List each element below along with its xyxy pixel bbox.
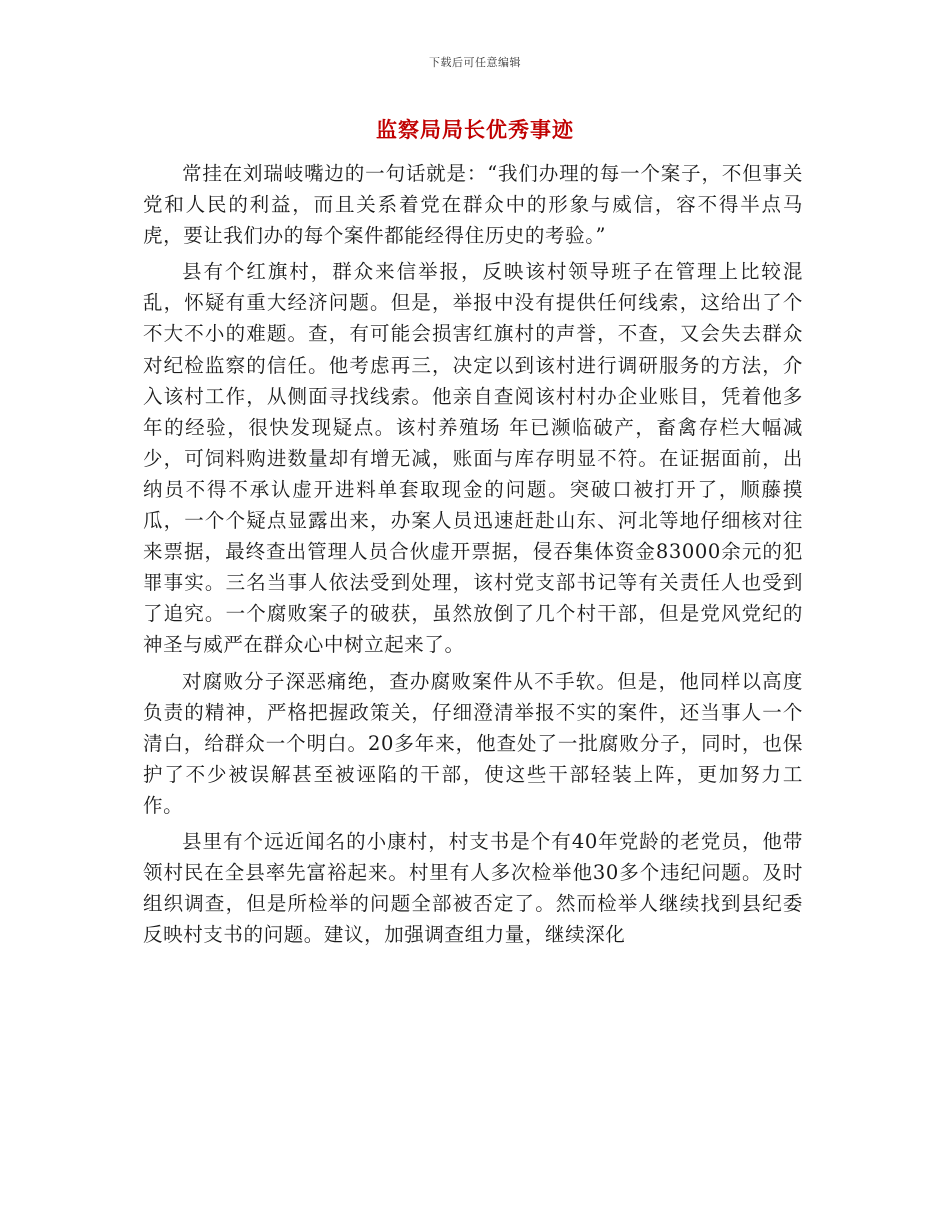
paragraph-2: 县有个红旗村，群众来信举报，反映该村领导班子在管理上比较混乱，怀疑有重大经济问题。但是，举报中没有提供任何线索，这给出了个不大不小的难题。查，有可能会损害红旗村的声誉，不查，又会失去群众对纪检监察的信任。他考虑再三，决定以到该村进行调研服务的方法，介入该村工作，从侧面寻找线索。他亲自查阅该村村办企业账目，凭着他多年的经验，很快发现疑点。该村养殖场 年已濒临破产，畜禽存栏大幅减少，可饲料购进数量却有增无减，账面与库存明显不符。在证据面前，出纳员不得不承认虚开进料单套取现金的问题。突破口被打开了，顺藤摸瓜，一个个疑点显露出来，办案人员迅速赶赴山东、河北等地仔细核对往来票据，最终查出管理人员合伙虚开票据，侵吞集体资金83000余元的犯罪事实。三名当事人依法受到处理，该村党支部书记等有关责任人也受到了追究。一个腐败案子的破获，虽然放倒了几个村干部，但是党风党纪的神圣与威严在群众心中树立起来了。 <box>143 260 803 657</box>
paragraph-1: 常挂在刘瑞岐嘴边的一句话就是：“我们办理的每一个案子，不但事关党和人民的利益，而且关系着党在群众中的形象与威信，容不得半点马虎，要让我们办的每个案件都能经得住历史的考验。” <box>143 162 803 248</box>
document-title: 监察局局长优秀事迹 <box>376 117 574 142</box>
document-body <box>143 158 803 955</box>
paragraph-4: 县里有个远近闻名的小康村，村支书是个有40年党龄的老党员，他带领村民在全县率先富裕起来。村里有人多次检举他30多个违纪问题。及时组织调查，但是所检举的问题全部被否定了。然而检举人继续找到县纪委反映村支书的问题。建议，加强调查组力量，继续深化 <box>143 829 803 947</box>
page-header-note: 下载后可任意编辑 <box>429 56 521 69</box>
paragraph-3: 对腐败分子深恶痛绝，查办腐败案件从不手软。但是，他同样以高度负责的精神，严格把握政策关，仔细澄清举报不实的案件，还当事人一个清白，给群众一个明白。20多年来，他查处了一批腐败分子，同时，也保护了不少被误解甚至被诬陷的干部，使这些干部轻装上阵，更加努力工作。 <box>143 669 803 817</box>
